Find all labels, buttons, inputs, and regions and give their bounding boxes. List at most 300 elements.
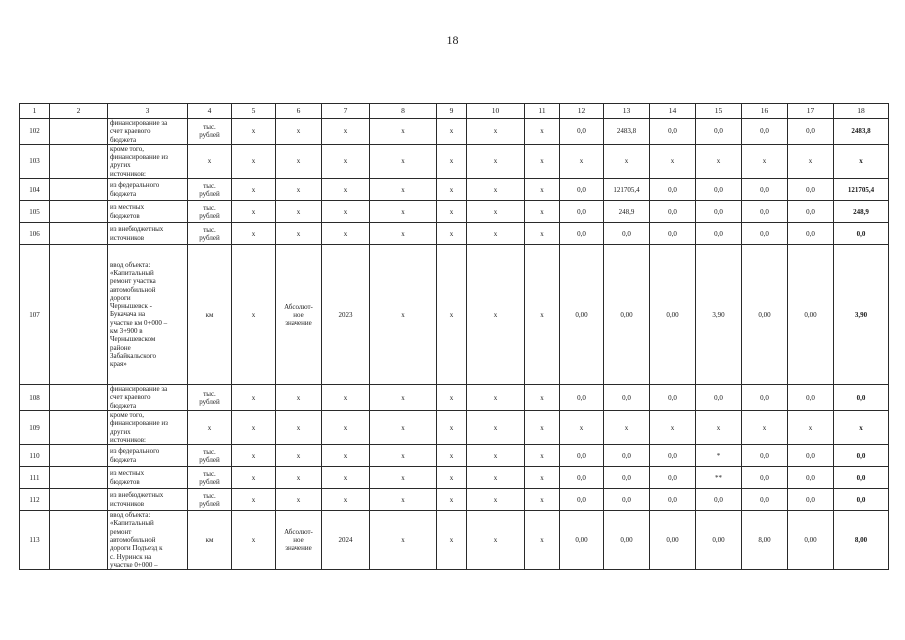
table-cell <box>604 179 650 201</box>
table-cell <box>604 223 650 245</box>
table-cell <box>560 119 604 145</box>
column-header: 18 <box>834 104 889 119</box>
cell-text: х <box>540 473 544 482</box>
table-cell <box>50 179 108 201</box>
table-cell <box>696 467 742 489</box>
table-cell <box>232 223 276 245</box>
table-cell <box>788 445 834 467</box>
table-cell <box>322 445 370 467</box>
cell-text: 0,0 <box>668 127 677 136</box>
cell-text: х <box>493 393 498 402</box>
cell-text: 0,00 <box>620 310 633 319</box>
table-cell <box>742 385 788 411</box>
cell-text: Абсолют- ное значение <box>284 528 313 553</box>
cell-text: 0,0 <box>760 495 769 504</box>
table-cell <box>834 245 889 385</box>
table-cell <box>188 245 232 385</box>
table-cell <box>232 511 276 570</box>
column-header: 6 <box>276 104 322 119</box>
cell-text: х <box>343 423 348 432</box>
table-cell <box>525 119 560 145</box>
table-cell <box>437 201 467 223</box>
table-cell <box>696 179 742 201</box>
cell-text: х <box>624 423 629 432</box>
row-number-cell <box>20 201 50 223</box>
indicator-name-cell <box>108 223 188 245</box>
indicator-name-cell <box>108 467 188 489</box>
table-cell <box>560 467 604 489</box>
cell-text: х <box>449 451 454 460</box>
row-number-cell <box>20 385 50 411</box>
table-cell <box>232 467 276 489</box>
cell-text: х <box>493 157 498 166</box>
cell-text: 0,00 <box>666 310 679 319</box>
table-cell <box>650 144 696 178</box>
cell-text: х <box>401 185 405 194</box>
cell-text: 0,0 <box>622 495 631 504</box>
cell-text: 0,00 <box>666 536 679 545</box>
table-cell <box>742 489 788 511</box>
cell-text: х <box>762 157 767 166</box>
cell-text: 0,0 <box>668 207 677 216</box>
table-cell <box>834 201 889 223</box>
table-cell <box>232 445 276 467</box>
table-cell <box>437 179 467 201</box>
cell-text: х <box>343 393 348 402</box>
cell-text: х <box>449 185 454 194</box>
table-cell <box>650 223 696 245</box>
table-cell <box>834 489 889 511</box>
table-cell <box>437 445 467 467</box>
cell-text: из внебюджетных источников <box>110 225 164 242</box>
cell-text: х <box>493 310 498 319</box>
cell-text: 107 <box>29 310 40 319</box>
table-cell <box>834 144 889 178</box>
cell-text: х <box>296 393 301 402</box>
table-cell <box>370 201 437 223</box>
table-cell <box>742 119 788 145</box>
table-cell <box>322 245 370 385</box>
cell-text: х <box>401 495 405 504</box>
indicator-name-cell <box>108 410 188 444</box>
cell-text: 113 <box>29 536 40 545</box>
table-cell <box>437 467 467 489</box>
cell-text: х <box>808 423 813 432</box>
cell-text: х <box>449 423 454 432</box>
cell-text: кроме того, финансирование из других источников: <box>110 410 168 444</box>
table-cell <box>467 410 525 444</box>
indicator-name-cell <box>108 245 188 385</box>
table-cell <box>276 467 322 489</box>
table-cell <box>788 119 834 145</box>
table-cell <box>276 201 322 223</box>
row-number-cell <box>20 245 50 385</box>
cell-text: 0,0 <box>856 229 866 238</box>
table-cell <box>276 144 322 178</box>
table-cell <box>370 445 437 467</box>
table-cell <box>467 119 525 145</box>
table-cell <box>604 201 650 223</box>
table-cell <box>370 119 437 145</box>
cell-text: х <box>493 495 498 504</box>
table-cell <box>696 410 742 444</box>
table-cell <box>188 445 232 467</box>
cell-text: 0,0 <box>577 127 586 136</box>
cell-text: 0,0 <box>668 495 677 504</box>
table-cell <box>650 385 696 411</box>
cell-text: 0,0 <box>577 495 586 504</box>
table-cell <box>604 144 650 178</box>
table-cell <box>650 410 696 444</box>
cell-text: х <box>401 310 405 319</box>
cell-text: 3,90 <box>854 310 868 319</box>
table-cell <box>232 144 276 178</box>
cell-text: х <box>296 127 301 136</box>
table-cell <box>525 489 560 511</box>
cell-text: х <box>579 423 584 432</box>
table-row <box>20 179 889 201</box>
cell-text: 2024 <box>338 536 353 545</box>
cell-text: х <box>401 423 405 432</box>
cell-text: х <box>449 310 454 319</box>
cell-text: 3,90 <box>712 310 725 319</box>
column-header: 10 <box>467 104 525 119</box>
cell-text: 121705,4 <box>847 185 875 194</box>
table-cell <box>742 223 788 245</box>
cell-text: из федерального бюджета <box>110 447 160 464</box>
cell-text: 2483,8 <box>616 127 637 136</box>
cell-text: 0,0 <box>806 473 815 482</box>
cell-text: 0,0 <box>668 185 677 194</box>
cell-text: 0,0 <box>856 473 866 482</box>
column-header: 8 <box>370 104 437 119</box>
cell-text: х <box>624 157 629 166</box>
table-cell <box>276 511 322 570</box>
cell-text: х <box>343 495 348 504</box>
table-cell <box>525 511 560 570</box>
indicator-name-cell <box>108 511 188 570</box>
table-cell <box>370 144 437 178</box>
cell-text: х <box>808 157 813 166</box>
table-cell <box>188 201 232 223</box>
cell-text: х <box>493 185 498 194</box>
table-cell <box>322 467 370 489</box>
cell-text: 0,0 <box>622 393 631 402</box>
table-cell <box>50 489 108 511</box>
cell-text: х <box>540 185 544 194</box>
table-cell <box>788 511 834 570</box>
table-cell <box>370 385 437 411</box>
table-row <box>20 223 889 245</box>
cell-text: х <box>296 451 301 460</box>
column-header: 14 <box>650 104 696 119</box>
table-cell <box>696 445 742 467</box>
table-cell <box>650 489 696 511</box>
cell-text: х <box>251 207 256 216</box>
table-cell <box>604 119 650 145</box>
cell-text: финансирование за счет краевого бюджета <box>110 385 168 410</box>
table-cell <box>370 223 437 245</box>
cell-text: 0,0 <box>806 185 815 194</box>
cell-text: 0,0 <box>806 229 815 238</box>
cell-text: х <box>343 229 348 238</box>
cell-text: 0,0 <box>806 393 815 402</box>
cell-text: 0,00 <box>804 310 817 319</box>
cell-text: кроме того, финансирование из других источников: <box>110 144 168 178</box>
cell-text: х <box>296 423 301 432</box>
cell-text: х <box>540 393 544 402</box>
table-cell <box>322 179 370 201</box>
cell-text: х <box>493 423 498 432</box>
table-cell <box>50 201 108 223</box>
cell-text: из внебюджетных источников <box>110 491 164 508</box>
cell-text: 0,00 <box>575 536 588 545</box>
table-cell <box>232 201 276 223</box>
cell-text: х <box>493 536 498 545</box>
page-number: 18 <box>446 33 459 47</box>
table-cell <box>604 245 650 385</box>
table-cell <box>696 489 742 511</box>
cell-text: 105 <box>29 207 40 216</box>
table-row <box>20 385 889 411</box>
table-cell <box>742 410 788 444</box>
cell-text: х <box>343 451 348 460</box>
table-cell <box>560 245 604 385</box>
cell-text: 0,0 <box>856 495 866 504</box>
table-cell <box>188 511 232 570</box>
cell-text: х <box>859 423 863 432</box>
cell-text: 0,0 <box>714 207 723 216</box>
table-cell <box>788 385 834 411</box>
cell-text: 0,00 <box>804 536 817 545</box>
table-cell <box>276 410 322 444</box>
row-number-cell <box>20 410 50 444</box>
cell-text: х <box>493 127 498 136</box>
table-cell <box>188 489 232 511</box>
table-cell <box>370 410 437 444</box>
table-cell <box>788 179 834 201</box>
cell-text: 0,0 <box>577 473 586 482</box>
table-cell <box>650 119 696 145</box>
table-cell <box>604 489 650 511</box>
cell-text: 0,0 <box>760 207 769 216</box>
cell-text: х <box>449 157 454 166</box>
table-cell <box>467 179 525 201</box>
cell-text: х <box>716 157 721 166</box>
table-cell <box>696 119 742 145</box>
cell-text: тыс. рублей <box>199 447 220 464</box>
cell-text: 0,0 <box>806 451 815 460</box>
cell-text: х <box>296 157 301 166</box>
cell-text: х <box>670 423 675 432</box>
cell-text: 0,0 <box>714 127 723 136</box>
cell-text: 0,0 <box>668 451 677 460</box>
cell-text: х <box>762 423 767 432</box>
table-cell <box>232 410 276 444</box>
cell-text: тыс. рублей <box>199 389 220 406</box>
table-cell <box>788 489 834 511</box>
cell-text: 0,0 <box>577 393 586 402</box>
table-cell <box>50 385 108 411</box>
cell-text: 8,00 <box>758 536 771 545</box>
cell-text: х <box>343 185 348 194</box>
indicator-name-cell <box>108 179 188 201</box>
cell-text: 0,0 <box>622 473 631 482</box>
table-cell <box>467 385 525 411</box>
cell-text: х <box>449 473 454 482</box>
table-cell <box>604 410 650 444</box>
table-cell <box>696 201 742 223</box>
cell-text: х <box>540 229 544 238</box>
cell-text: из местных бюджетов <box>110 469 145 486</box>
table-cell <box>560 179 604 201</box>
cell-text: из федерального бюджета <box>110 181 160 198</box>
cell-text: х <box>540 157 544 166</box>
table-cell <box>188 385 232 411</box>
table-cell <box>437 119 467 145</box>
cell-text: 112 <box>29 495 40 504</box>
table-cell <box>788 410 834 444</box>
table-cell <box>50 223 108 245</box>
cell-text: 0,0 <box>668 393 677 402</box>
table-cell <box>322 385 370 411</box>
cell-text: 0,0 <box>668 473 677 482</box>
cell-text: 0,0 <box>760 393 769 402</box>
cell-text: х <box>540 495 544 504</box>
table-cell <box>50 245 108 385</box>
cell-text: 0,0 <box>806 127 815 136</box>
cell-text: 248,9 <box>853 207 869 216</box>
table-cell <box>437 144 467 178</box>
table-cell <box>696 385 742 411</box>
cell-text: 111 <box>29 473 40 482</box>
table-cell <box>560 223 604 245</box>
cell-text: х <box>493 207 498 216</box>
table-cell <box>437 511 467 570</box>
cell-text: 0,0 <box>577 185 586 194</box>
table-cell <box>560 445 604 467</box>
cell-text: х <box>540 423 544 432</box>
table-row <box>20 245 889 385</box>
row-number-cell <box>20 489 50 511</box>
cell-text: х <box>540 451 544 460</box>
cell-text: 0,00 <box>620 536 633 545</box>
cell-text: х <box>716 423 721 432</box>
table-cell <box>788 144 834 178</box>
table-cell <box>560 410 604 444</box>
table-cell <box>834 179 889 201</box>
cell-text: 0,0 <box>622 451 631 460</box>
cell-text: 0,0 <box>806 207 815 216</box>
column-header: 15 <box>696 104 742 119</box>
cell-text: 8,00 <box>854 536 868 545</box>
cell-text: 0,00 <box>758 310 771 319</box>
column-header: 7 <box>322 104 370 119</box>
cell-text: х <box>449 229 454 238</box>
table-cell <box>560 385 604 411</box>
cell-text: 0,00 <box>575 310 588 319</box>
table-cell <box>788 467 834 489</box>
table-cell <box>834 467 889 489</box>
column-header: 16 <box>742 104 788 119</box>
cell-text: х <box>401 451 405 460</box>
table-cell <box>276 223 322 245</box>
cell-text: х <box>343 127 348 136</box>
cell-text: 2483,8 <box>851 127 871 136</box>
cell-text: 103 <box>29 157 40 166</box>
cell-text: х <box>449 207 454 216</box>
cell-text: х <box>296 207 301 216</box>
table-cell <box>650 511 696 570</box>
cell-text: 0,0 <box>577 229 586 238</box>
table-cell <box>604 467 650 489</box>
table-row <box>20 489 889 511</box>
table-row <box>20 410 889 444</box>
table-cell <box>467 223 525 245</box>
cell-text: 0,0 <box>856 393 866 402</box>
table-cell <box>696 511 742 570</box>
cell-text: финансирование за счет краевого бюджета <box>110 119 168 144</box>
cell-text: х <box>296 185 301 194</box>
cell-text: ** <box>715 473 722 482</box>
cell-text: х <box>449 536 454 545</box>
cell-text: х <box>401 536 405 545</box>
table-cell <box>276 119 322 145</box>
cell-text: из местных бюджетов <box>110 203 145 220</box>
cell-text: х <box>401 157 405 166</box>
table-cell <box>525 467 560 489</box>
table-cell <box>467 445 525 467</box>
column-header: 1 <box>20 104 50 119</box>
cell-text: х <box>251 310 256 319</box>
cell-text: х <box>251 229 256 238</box>
cell-text: х <box>579 157 584 166</box>
table-cell <box>50 410 108 444</box>
cell-text: х <box>540 127 544 136</box>
cell-text: 106 <box>29 229 40 238</box>
cell-text: х <box>540 207 544 216</box>
table-cell <box>232 179 276 201</box>
cell-text: х <box>493 451 498 460</box>
table-cell <box>525 410 560 444</box>
table-cell <box>232 245 276 385</box>
table-cell <box>604 385 650 411</box>
table-cell <box>322 119 370 145</box>
cell-text: 0,0 <box>577 451 586 460</box>
table-cell <box>437 245 467 385</box>
cell-text: км <box>205 536 214 545</box>
table-cell <box>50 119 108 145</box>
cell-text: х <box>401 207 405 216</box>
cell-text: х <box>859 157 863 166</box>
cell-text: 0,0 <box>714 393 723 402</box>
table-cell <box>560 511 604 570</box>
table-cell <box>650 467 696 489</box>
table-cell <box>322 489 370 511</box>
column-header: 13 <box>604 104 650 119</box>
cell-text: х <box>207 157 212 166</box>
table-cell <box>560 144 604 178</box>
table-cell <box>604 511 650 570</box>
table-cell <box>467 144 525 178</box>
table-cell <box>437 385 467 411</box>
table-cell <box>834 511 889 570</box>
cell-text: тыс. рублей <box>199 225 220 242</box>
cell-text: х <box>449 127 454 136</box>
cell-text: х <box>401 473 405 482</box>
table-cell <box>788 201 834 223</box>
cell-text: х <box>449 495 454 504</box>
